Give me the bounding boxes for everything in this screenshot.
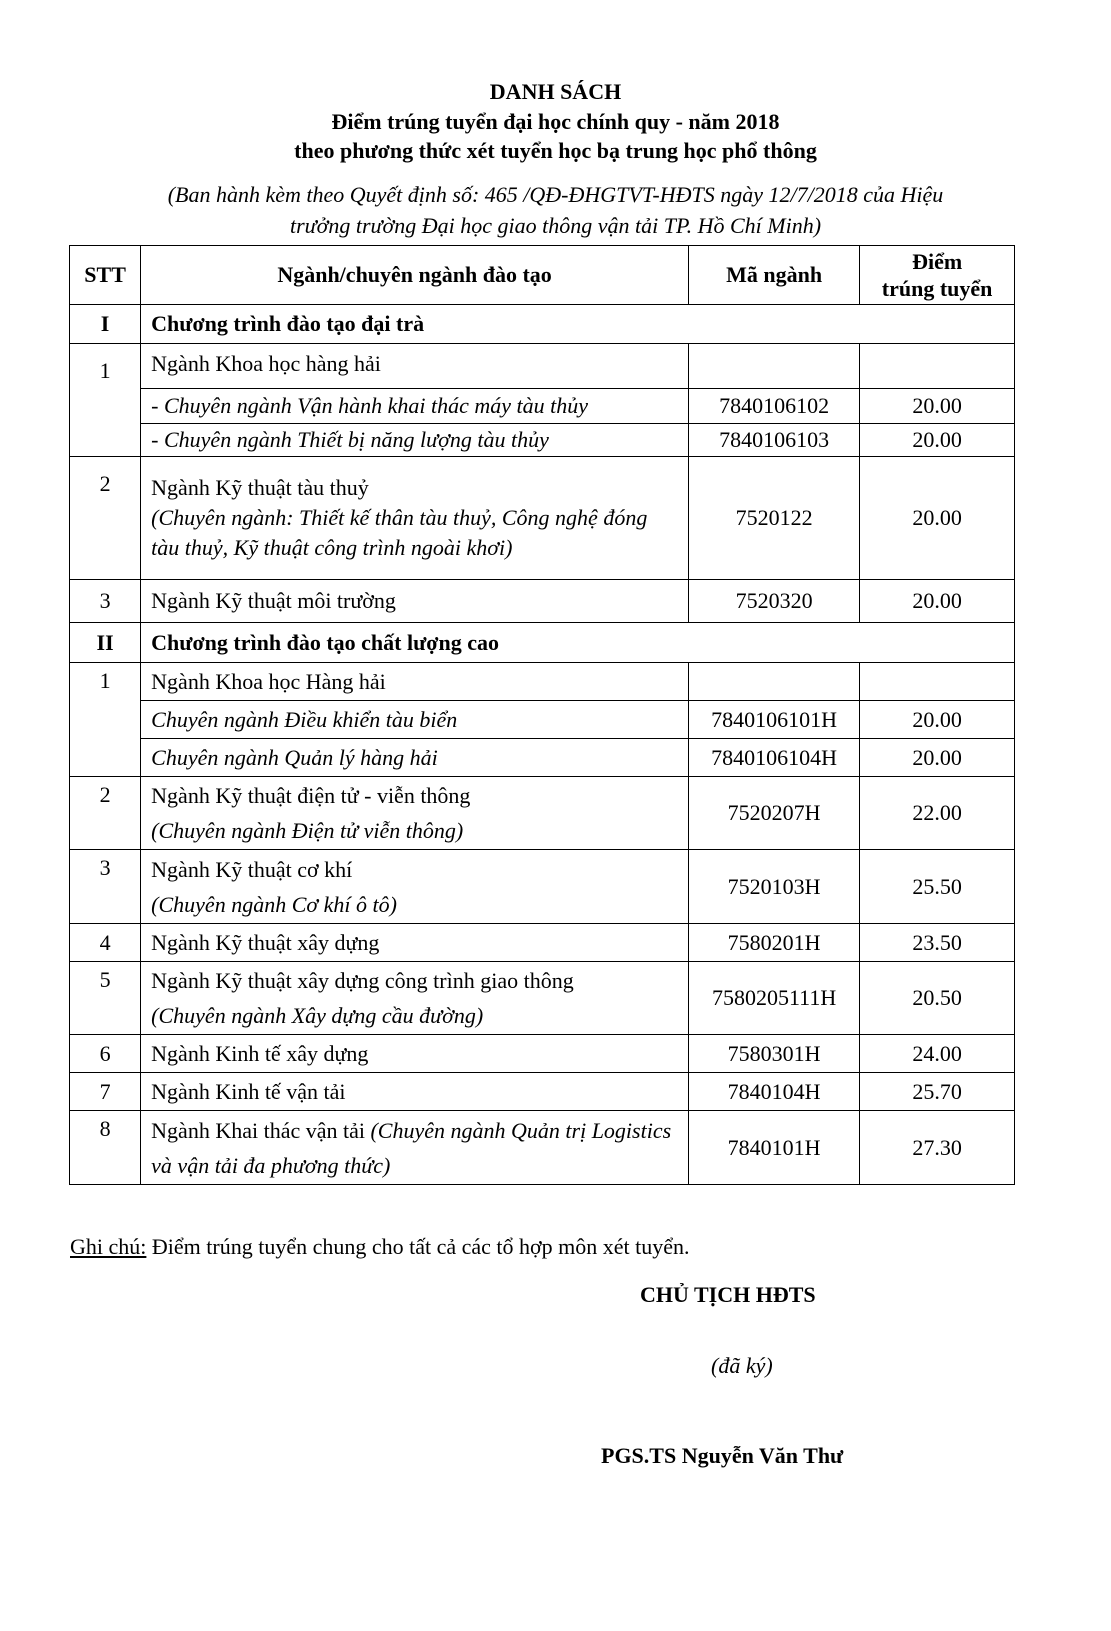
table-row [70,1073,1015,1111]
section-number: I [70,305,141,344]
major-cell [141,1111,689,1185]
row-stt: 7 [70,1073,141,1111]
row-stt: 4 [70,924,141,962]
major-code: 7520207H [688,777,859,850]
signature-status: (đã ký) [711,1353,773,1378]
admission-score: 20.00 [860,457,1015,580]
major-code: 7580205111H [688,962,859,1035]
admission-score: 24.00 [860,1035,1015,1073]
admission-score: 27.30 [860,1111,1015,1185]
score-header-line-2: trúng tuyển [881,276,993,301]
row-stt: 1 [70,663,141,777]
column-header-code: Mã ngành [688,246,859,305]
major-cell [141,962,689,1035]
row-stt: 2 [70,457,141,580]
specialization-name: - Chuyên ngành Thiết bị năng lượng tàu thủy [141,424,689,457]
admission-score: 25.70 [860,1073,1015,1111]
table-row [70,850,1015,924]
major-code: 7840106101H [688,701,859,739]
footnote-label: Ghi chú: [70,1234,147,1259]
major-name: Ngành Kỹ thuật điện tử - viễn thông [151,783,471,808]
specialization-name: - Chuyên ngành Vận hành khai thác máy tàu thủy [141,389,689,424]
row-stt: 3 [70,850,141,924]
signatory-name: PGS.TS Nguyễn Văn Thư [601,1443,844,1468]
major-code [688,663,859,701]
major-code [688,344,859,389]
major-name: Ngành Kỹ thuật môi trường [141,580,689,623]
major-code: 7840106103 [688,424,859,457]
major-name: Ngành Khai thác vận tải [151,1117,371,1143]
major-name: Ngành Kỹ thuật xây dựng công trình giao thông [151,968,574,993]
major-name: Ngành Khoa học hàng hải [141,344,689,389]
footnote [70,1232,690,1262]
major-cell [141,457,689,580]
major-name: Ngành Kỹ thuật tàu thuỷ [151,475,369,500]
table-row [70,739,1015,777]
section-header-row [70,623,1015,663]
major-code: 7520320 [688,580,859,623]
admission-score: 20.00 [860,701,1015,739]
major-name: Ngành Kinh tế vận tải [141,1073,689,1111]
major-code: 7520103H [688,850,859,924]
specialization-detail: (Chuyên ngành: Thiết kế thân tàu thuỷ, Công nghệ đóng tàu thuỷ, Kỹ thuật công trình ngoài khơi) [151,505,648,560]
admission-score: 20.00 [860,424,1015,457]
issued-line-2: trưởng trường Đại học giao thông vận tải TP. Hồ Chí Minh) [289,213,822,238]
document-subtitle-method: theo phương thức xét tuyển học bạ trung học phổ thông [294,138,817,163]
major-name: Ngành Khoa học Hàng hải [141,663,689,701]
issued-line-1: (Ban hành kèm theo Quyết định số: 465 /QĐ-ĐHGTVT-HĐTS ngày 12/7/2018 của Hiệu [167,182,944,207]
admission-score [860,663,1015,701]
section-header-row [70,305,1015,344]
major-name: Ngành Kỹ thuật xây dựng [141,924,689,962]
specialization-detail: (Chuyên ngành Điện tử viễn thông) [151,818,464,843]
document-subtitle: Điểm trúng tuyển đại học chính quy - năm 2018 [331,109,780,134]
specialization-name: Chuyên ngành Quản lý hàng hải [141,739,689,777]
table-row [70,701,1015,739]
row-stt: 8 [70,1111,141,1185]
major-code: 7840101H [688,1111,859,1185]
admission-score: 20.00 [860,389,1015,424]
major-code: 7840106104H [688,739,859,777]
section-title: Chương trình đào tạo đại trà [141,305,1015,344]
table-row [70,1111,1015,1185]
issued-decision [70,179,1041,241]
column-header-score [860,246,1015,305]
major-code: 7840104H [688,1073,859,1111]
specialization-detail: (Chuyên ngành Xây dựng cầu đường) [151,1003,484,1028]
section-title: Chương trình đào tạo chất lượng cao [141,623,1015,663]
table-row [70,389,1015,424]
admission-score: 20.00 [860,739,1015,777]
column-header-major: Ngành/chuyên ngành đào tạo [141,246,689,305]
table-row [70,663,1015,701]
admission-score: 23.50 [860,924,1015,962]
specialization-name: Chuyên ngành Điều khiển tàu biển [141,701,689,739]
table-row [70,777,1015,850]
admission-score: 20.50 [860,962,1015,1035]
table-row [70,924,1015,962]
row-stt: 1 [70,344,141,457]
major-name: Ngành Kinh tế xây dựng [141,1035,689,1073]
column-header-stt: STT [70,246,141,305]
admission-scores-table [69,245,1015,1185]
section-number: II [70,623,141,663]
row-stt: 3 [70,580,141,623]
row-stt: 6 [70,1035,141,1073]
signatory-title: CHỦ TỊCH HĐTS [640,1282,816,1307]
major-cell [141,777,689,850]
major-code: 7580301H [688,1035,859,1073]
admission-score [860,344,1015,389]
table-row [70,962,1015,1035]
specialization-detail: (Chuyên ngành Quản trị Logistics và vận tải đa phương thức) [151,1117,672,1178]
row-stt: 2 [70,777,141,850]
specialization-detail: (Chuyên ngành Cơ khí ô tô) [151,891,397,917]
table-row [70,580,1015,623]
admission-score: 25.50 [860,850,1015,924]
admission-score: 20.00 [860,580,1015,623]
table-header-row [70,246,1015,305]
table-row [70,344,1015,389]
major-code: 7580201H [688,924,859,962]
major-name: Ngành Kỹ thuật cơ khí [151,856,353,882]
major-code: 7840106102 [688,389,859,424]
table-row [70,457,1015,580]
admission-score: 22.00 [860,777,1015,850]
footnote-text: Điểm trúng tuyển chung cho tất cả các tổ hợp môn xét tuyển. [146,1234,690,1259]
major-code: 7520122 [688,457,859,580]
table-row [70,424,1015,457]
document-title: DANH SÁCH [489,79,622,104]
score-header-line-1: Điểm [912,249,963,274]
major-cell [141,850,689,924]
row-stt: 5 [70,962,141,1035]
table-row [70,1035,1015,1073]
